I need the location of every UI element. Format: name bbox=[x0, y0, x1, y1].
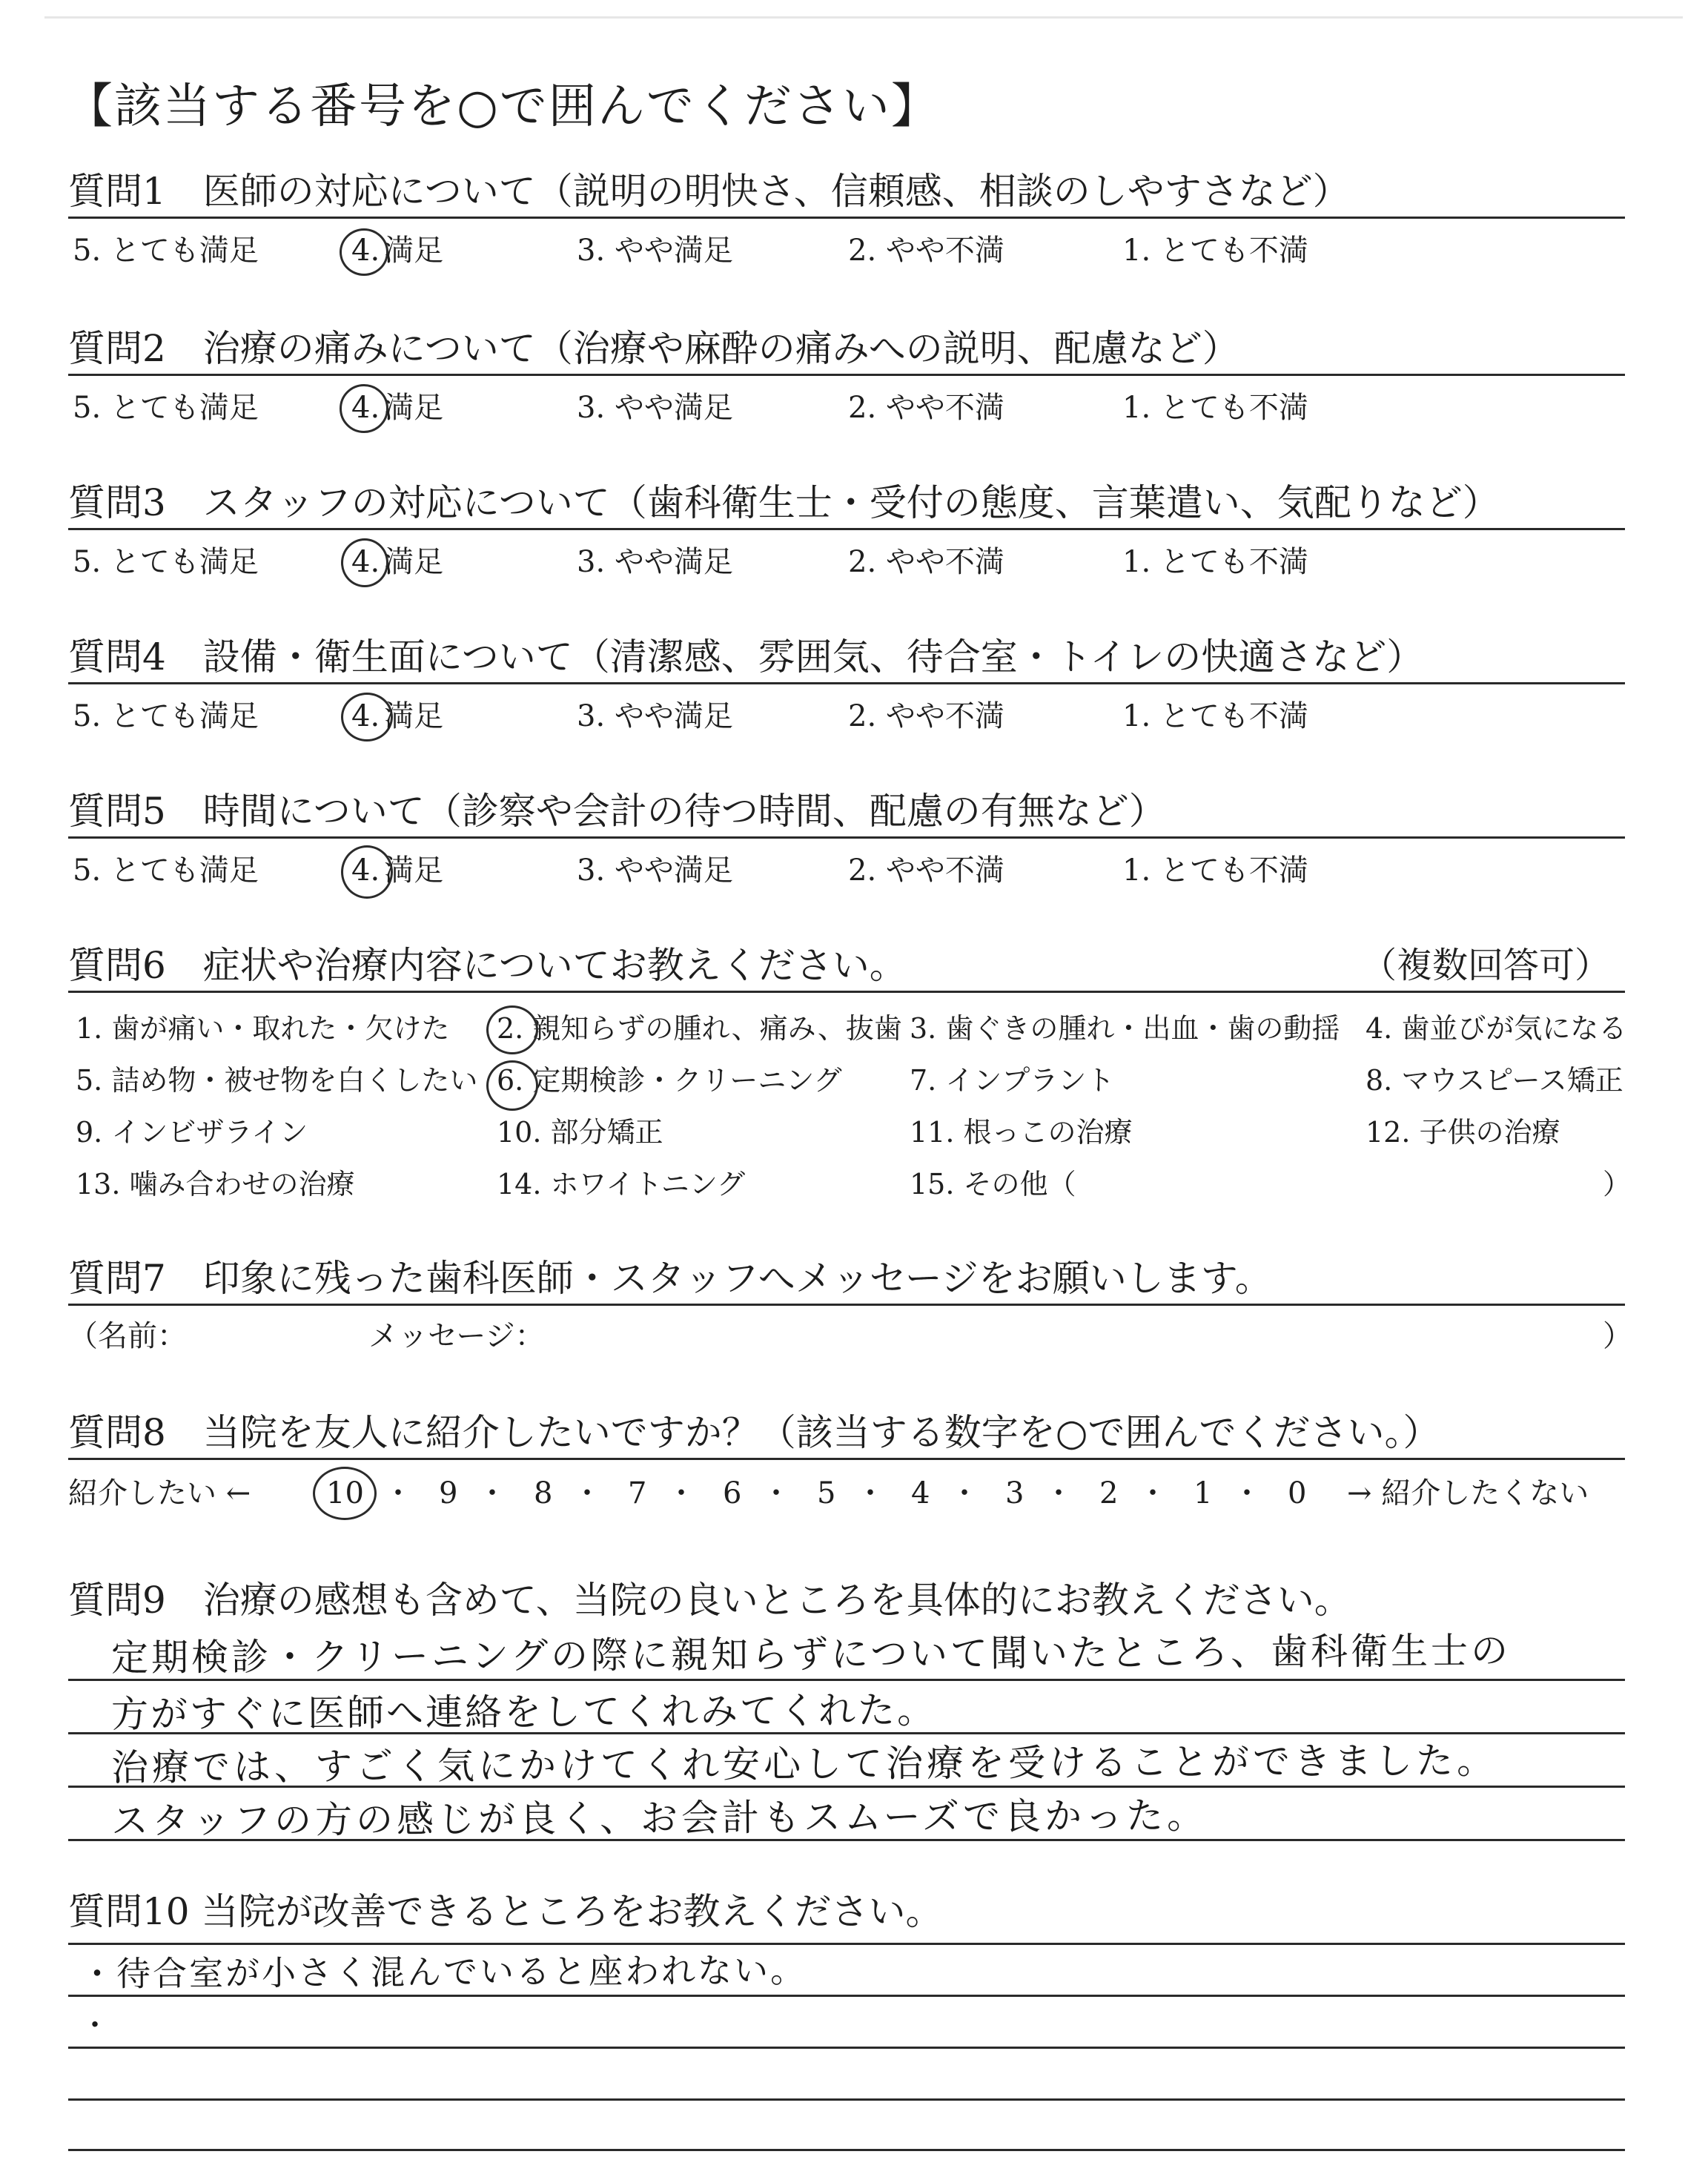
score-0[interactable]: 0 bbox=[1288, 1476, 1307, 1510]
option-5[interactable]: 5. とても満足 bbox=[73, 853, 259, 888]
option-2[interactable]: 2. やや不満 bbox=[848, 545, 1004, 579]
question-title: 質問4 設備・衛生面について（清潔感、雰囲気、待合室・トイレの快適さなど） bbox=[68, 635, 1424, 678]
option-4-number: 4. bbox=[351, 853, 380, 888]
score-sep: ・ bbox=[383, 1476, 413, 1510]
divider bbox=[68, 374, 1625, 376]
symptom-option[interactable]: 9. インビザライン bbox=[76, 1116, 308, 1149]
question-title: 質問8 当院を友人に紹介したいですか？（該当する数字を○で囲んでください。） bbox=[68, 1411, 1440, 1454]
symptom-option-label: 2. 親知らずの腫れ、痛み、抜歯 bbox=[497, 1012, 902, 1045]
other-close-paren: ） bbox=[1603, 1168, 1632, 1200]
option-5[interactable]: 5. とても満足 bbox=[73, 545, 259, 579]
rating-options bbox=[73, 541, 1625, 583]
selected-circle bbox=[486, 1005, 538, 1054]
option-4[interactable] bbox=[347, 541, 444, 583]
handwritten-answer-line: 方がすぐに医師へ連絡をしてくれみてくれた。 bbox=[110, 1688, 937, 1736]
option-4[interactable] bbox=[347, 850, 444, 891]
symptom-option[interactable]: 4. 歯並びが気になる bbox=[1366, 1012, 1627, 1045]
symptom-option[interactable]: 12. 子供の治療 bbox=[1366, 1116, 1560, 1149]
score-sep: ・ bbox=[1044, 1476, 1073, 1510]
option-3[interactable]: 3. やや満足 bbox=[577, 853, 733, 888]
option-4-label: 満足 bbox=[384, 699, 444, 733]
option-2[interactable]: 2. やや不満 bbox=[848, 234, 1004, 268]
score-5[interactable]: 5 bbox=[817, 1476, 836, 1510]
score-8[interactable]: 8 bbox=[534, 1476, 553, 1510]
recommend-left-label: 紹介したい ← bbox=[68, 1476, 251, 1510]
divider bbox=[68, 1458, 1625, 1460]
divider bbox=[68, 217, 1625, 219]
option-4-label: 満足 bbox=[384, 853, 444, 888]
option-1[interactable]: 1. とても不満 bbox=[1122, 699, 1308, 733]
answer-line bbox=[68, 2098, 1625, 2101]
score-1[interactable]: 1 bbox=[1194, 1476, 1213, 1510]
question-title: 質問9 治療の感想も含めて、当院の良いところを具体的にお教えください。 bbox=[68, 1579, 1351, 1622]
option-1[interactable]: 1. とても不満 bbox=[1122, 853, 1308, 888]
option-4-number: 4. bbox=[351, 234, 380, 268]
option-2[interactable]: 2. やや不満 bbox=[848, 853, 1004, 888]
score-sep: ・ bbox=[1138, 1476, 1168, 1510]
question-title: 質問5 時間について（診察や会計の待つ時間、配慮の有無など） bbox=[68, 790, 1166, 833]
symptom-option[interactable]: 7. インプラント bbox=[910, 1064, 1115, 1097]
answer-line bbox=[68, 2047, 1625, 2049]
score-7[interactable]: 7 bbox=[628, 1476, 647, 1510]
score-10[interactable]: 10 bbox=[326, 1476, 364, 1510]
option-3[interactable]: 3. やや満足 bbox=[577, 545, 733, 579]
question-title: 質問7 印象に残った歯科医師・スタッフへメッセージをお願いします。 bbox=[68, 1257, 1272, 1300]
score-3[interactable]: 3 bbox=[1005, 1476, 1025, 1510]
symptom-option[interactable]: 5. 詰め物・被せ物を白くしたい bbox=[76, 1064, 478, 1097]
option-2[interactable]: 2. やや不満 bbox=[848, 391, 1004, 425]
symptom-option[interactable]: 13. 噛み合わせの治療 bbox=[76, 1168, 355, 1200]
symptom-option[interactable]: 1. 歯が痛い・取れた・欠けた bbox=[76, 1012, 450, 1045]
answer-line bbox=[68, 2149, 1625, 2151]
symptom-option-label: 6. 定期検診・クリーニング bbox=[497, 1064, 842, 1097]
symptom-option-selected[interactable] bbox=[497, 1003, 902, 1054]
score-2[interactable]: 2 bbox=[1099, 1476, 1119, 1510]
option-1[interactable]: 1. とても不満 bbox=[1122, 545, 1308, 579]
score-sep: ・ bbox=[761, 1476, 791, 1510]
score-sep: ・ bbox=[855, 1476, 885, 1510]
question-title: 質問2 治療の痛みについて（治療や麻酔の痛みへの説明、配慮など） bbox=[68, 327, 1239, 370]
option-3[interactable]: 3. やや満足 bbox=[577, 391, 733, 425]
selected-circle bbox=[486, 1060, 538, 1111]
option-5[interactable]: 5. とても満足 bbox=[73, 699, 259, 733]
score-sep: ・ bbox=[477, 1476, 507, 1510]
rating-options bbox=[73, 230, 1625, 271]
score-4[interactable]: 4 bbox=[911, 1476, 930, 1510]
symptom-option-selected[interactable] bbox=[497, 1054, 842, 1106]
rating-options bbox=[73, 696, 1625, 737]
handwritten-answer-line: スタッフの方の感じが良く、お会計もスムーズで良かった。 bbox=[110, 1794, 1208, 1843]
option-4-number: 4. bbox=[351, 545, 380, 579]
handwritten-answer-line: ・ bbox=[79, 2008, 113, 2043]
name-label: （名前： bbox=[68, 1319, 187, 1353]
message-close-paren: ） bbox=[1603, 1319, 1632, 1353]
score-sep: ・ bbox=[950, 1476, 979, 1510]
handwritten-answer-line: 定期検診・クリーニングの際に親知らずについて聞いたところ、歯科衛生士の bbox=[110, 1629, 1512, 1680]
divider bbox=[68, 682, 1625, 684]
option-3[interactable]: 3. やや満足 bbox=[577, 234, 733, 268]
multiple-answers-note: （複数回答可） bbox=[1360, 945, 1610, 986]
answer-line bbox=[68, 1995, 1625, 1997]
rating-options bbox=[73, 850, 1625, 891]
option-4-label: 満足 bbox=[384, 545, 444, 579]
symptom-option[interactable]: 3. 歯ぐきの腫れ・出血・歯の動揺 bbox=[910, 1012, 1340, 1045]
question-title: 質問6 症状や治療内容についてお教えください。 bbox=[68, 944, 907, 987]
option-2[interactable]: 2. やや不満 bbox=[848, 699, 1004, 733]
symptom-option[interactable]: 11. 根っこの治療 bbox=[910, 1116, 1133, 1149]
option-1[interactable]: 1. とても不満 bbox=[1122, 234, 1308, 268]
message-label: メッセージ： bbox=[368, 1319, 545, 1353]
symptom-option[interactable]: 10. 部分矯正 bbox=[497, 1116, 663, 1149]
answer-line bbox=[68, 1943, 1625, 1945]
score-sep: ・ bbox=[572, 1476, 602, 1510]
question-title: 質問3 スタッフの対応について（歯科衛生士・受付の態度、言葉遣い、気配りなど） bbox=[68, 481, 1500, 524]
score-sep: ・ bbox=[1232, 1476, 1262, 1510]
score-sep: ・ bbox=[666, 1476, 696, 1510]
recommend-right-label: → 紹介したくない bbox=[1347, 1476, 1589, 1510]
option-4-number: 4. bbox=[351, 391, 380, 425]
option-4-number: 4. bbox=[351, 699, 380, 733]
option-1[interactable]: 1. とても不満 bbox=[1122, 391, 1308, 425]
top-border bbox=[44, 16, 1683, 19]
rating-options bbox=[73, 387, 1625, 429]
divider bbox=[68, 991, 1625, 993]
option-5[interactable]: 5. とても満足 bbox=[73, 391, 259, 425]
question-title: 質問10 当院が改善できるところをお教えください。 bbox=[68, 1890, 943, 1933]
divider bbox=[68, 836, 1625, 839]
option-4-label: 満足 bbox=[384, 391, 444, 425]
score-9[interactable]: 9 bbox=[439, 1476, 458, 1510]
option-4-label: 満足 bbox=[384, 234, 444, 268]
option-5[interactable]: 5. とても満足 bbox=[73, 234, 259, 268]
option-4[interactable] bbox=[347, 696, 444, 737]
handwritten-answer-line: ・待合室が小さく混んでいると座われない。 bbox=[79, 1949, 807, 1994]
divider bbox=[68, 1304, 1625, 1306]
page-header: 【該当する番号を○で囲んでください】 bbox=[65, 79, 940, 134]
handwritten-answer-line: 治療では、すごく気にかけてくれ安心して治療を受けることができました。 bbox=[110, 1739, 1498, 1789]
option-4[interactable] bbox=[347, 387, 444, 429]
question-title: 質問1 医師の対応について（説明の明快さ、信頼感、相談のしやすさなど） bbox=[68, 170, 1350, 213]
option-4[interactable] bbox=[347, 230, 444, 271]
divider bbox=[68, 528, 1625, 530]
option-3[interactable]: 3. やや満足 bbox=[577, 699, 733, 733]
symptom-option[interactable]: 8. マウスピース矯正 bbox=[1366, 1064, 1623, 1097]
score-6[interactable]: 6 bbox=[723, 1476, 742, 1510]
symptom-option-other[interactable]: 15. その他（ bbox=[910, 1168, 1076, 1200]
symptom-option[interactable]: 14. ホワイトニング bbox=[497, 1168, 746, 1200]
